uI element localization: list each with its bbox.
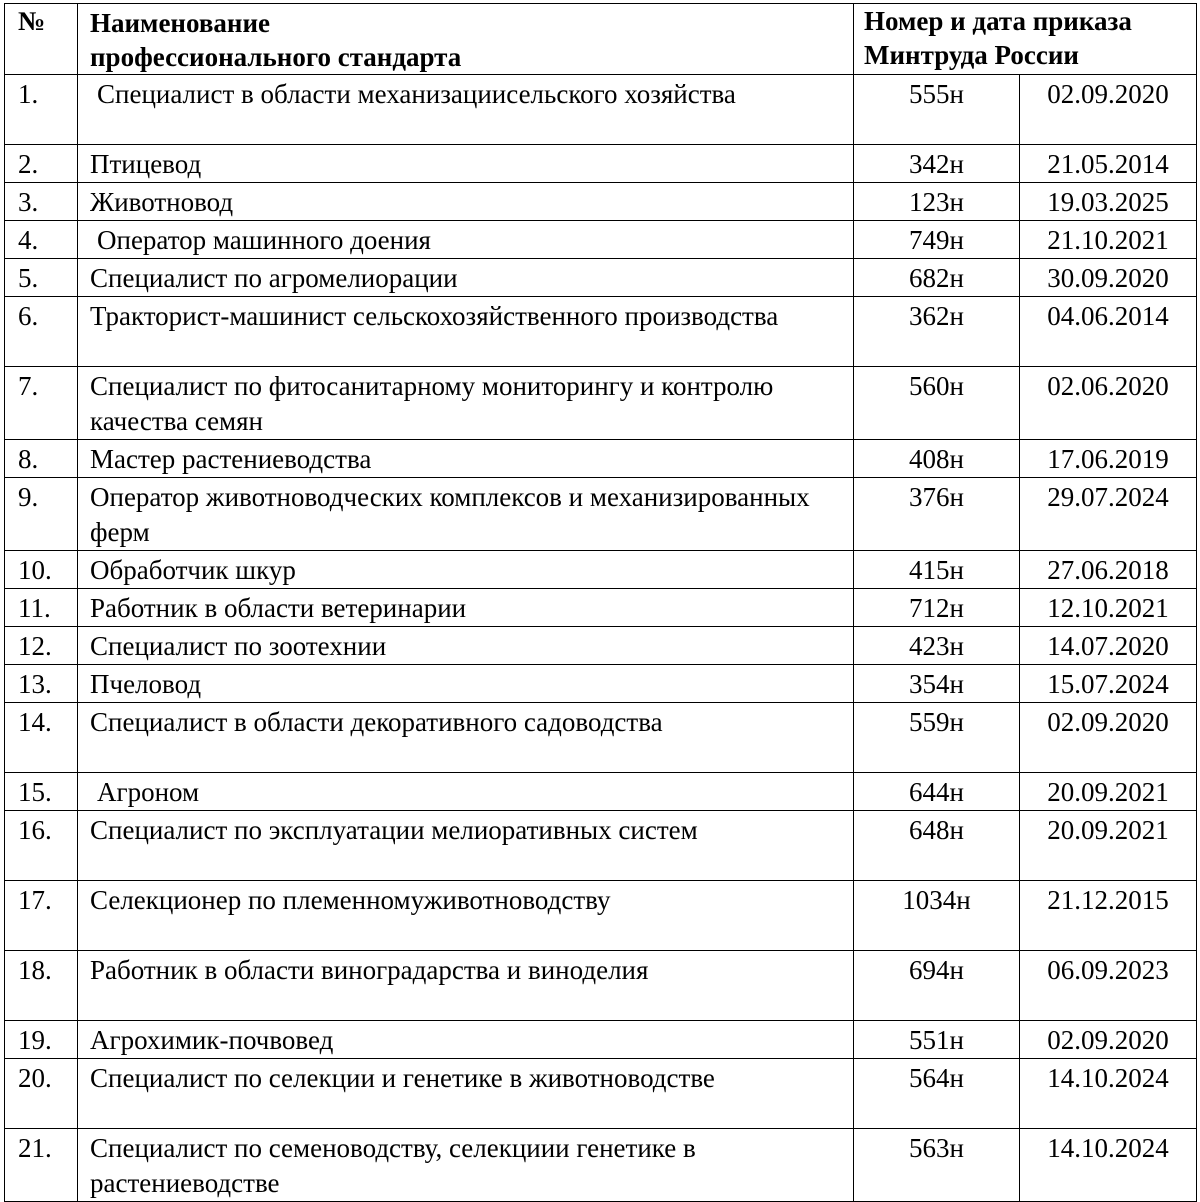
- row-num-text: 4.: [18, 225, 39, 255]
- row-order-number: [854, 183, 1020, 221]
- row-order-number: [854, 1021, 1020, 1059]
- row-num: [5, 811, 78, 881]
- row-order-date: [1020, 1059, 1197, 1129]
- row-name-text: Селекционер по племенномуживотноводству: [90, 885, 611, 915]
- row-order-number: [854, 703, 1020, 773]
- row-order-date-text: 04.06.2014: [1047, 301, 1169, 331]
- row-order-number: [854, 478, 1020, 551]
- row-name-text: Тракторист-машинист сельскохозяйственного производства: [90, 301, 779, 331]
- table-row: [5, 665, 1197, 703]
- row-order-number: [854, 75, 1020, 145]
- row-name: [78, 478, 854, 551]
- row-order-number-text: 415н: [909, 555, 964, 585]
- row-order-number-text: 376н: [909, 482, 964, 512]
- row-order-number-text: 694н: [909, 955, 964, 985]
- row-num: [5, 665, 78, 703]
- table-row: [5, 367, 1197, 440]
- row-name-text: Работник в области виноградарства и виноделия: [90, 955, 649, 985]
- row-num-text: 10.: [18, 555, 52, 585]
- row-order-date-text: 21.12.2015: [1047, 885, 1169, 915]
- row-num: [5, 551, 78, 589]
- table-row: [5, 440, 1197, 478]
- row-order-date-text: 29.07.2024: [1047, 482, 1169, 512]
- row-order-date-text: 14.10.2024: [1047, 1133, 1169, 1163]
- row-num: [5, 627, 78, 665]
- row-num-text: 16.: [18, 815, 52, 845]
- row-name-text: Агрохимик-почвовед: [90, 1025, 334, 1055]
- standards-table: [4, 3, 1197, 1202]
- header-order-line1: Номер и дата приказа: [864, 6, 1132, 36]
- table-row: [5, 1059, 1197, 1129]
- table-row: [5, 1129, 1197, 1202]
- row-order-date: [1020, 551, 1197, 589]
- row-order-date: [1020, 145, 1197, 183]
- row-num-text: 19.: [18, 1025, 52, 1055]
- row-num-text: 20.: [18, 1063, 52, 1093]
- row-name: [78, 145, 854, 183]
- row-num-text: 14.: [18, 707, 52, 737]
- row-order-number-text: 682н: [909, 263, 964, 293]
- row-order-number: [854, 551, 1020, 589]
- row-order-number: [854, 440, 1020, 478]
- table-row: [5, 703, 1197, 773]
- row-num: [5, 145, 78, 183]
- row-order-date-text: 20.09.2021: [1047, 815, 1169, 845]
- header-order-line2: Минтруда России: [864, 40, 1079, 70]
- row-order-number: [854, 221, 1020, 259]
- row-order-date: [1020, 773, 1197, 811]
- row-num: [5, 440, 78, 478]
- row-name-text: Мастер растениеводства: [90, 444, 372, 474]
- row-num-text: 15.: [18, 777, 52, 807]
- row-order-number: [854, 1129, 1020, 1202]
- row-name: [78, 589, 854, 627]
- table-row: [5, 259, 1197, 297]
- row-name-text: Пчеловод: [90, 669, 202, 699]
- row-order-date: [1020, 221, 1197, 259]
- row-order-date-text: 14.07.2020: [1047, 631, 1169, 661]
- row-name: [78, 703, 854, 773]
- row-num: [5, 951, 78, 1021]
- row-name: [78, 297, 854, 367]
- row-order-number: [854, 811, 1020, 881]
- row-order-number-text: 408н: [909, 444, 964, 474]
- row-order-number-text: 644н: [909, 777, 964, 807]
- row-name-text: Животновод: [90, 187, 234, 217]
- row-order-date-text: 20.09.2021: [1047, 777, 1169, 807]
- row-num-text: 5.: [18, 263, 39, 293]
- row-order-date-text: 12.10.2021: [1047, 593, 1169, 623]
- row-order-number: [854, 1059, 1020, 1129]
- row-name-text: Специалист по селекции и генетике в животноводстве: [90, 1063, 715, 1093]
- row-order-number: [854, 367, 1020, 440]
- row-order-date-text: 19.03.2025: [1047, 187, 1169, 217]
- row-name-text: Обработчик шкур: [90, 555, 296, 585]
- row-order-number-text: 560н: [909, 371, 964, 401]
- row-order-number: [854, 773, 1020, 811]
- header-name: [78, 4, 854, 75]
- row-order-date: [1020, 297, 1197, 367]
- row-order-number-text: 362н: [909, 301, 964, 331]
- row-num: [5, 221, 78, 259]
- row-name-text: Специалист по фитосанитарному мониторингу и контролю качества семян: [90, 371, 774, 436]
- row-order-date: [1020, 183, 1197, 221]
- row-name: [78, 881, 854, 951]
- row-name-text: Оператор животноводческих комплексов и механизированных ферм: [90, 482, 810, 547]
- row-name: [78, 367, 854, 440]
- row-order-date: [1020, 75, 1197, 145]
- table-row: [5, 183, 1197, 221]
- row-order-number: [854, 145, 1020, 183]
- row-order-number-text: 559н: [909, 707, 964, 737]
- row-name-text: Специалист по семеноводству, селекциии генетике в растениеводстве: [90, 1133, 696, 1198]
- row-name: [78, 665, 854, 703]
- row-name-text: Работник в области ветеринарии: [90, 593, 467, 623]
- row-name: [78, 811, 854, 881]
- row-num: [5, 703, 78, 773]
- row-num-text: 18.: [18, 955, 52, 985]
- row-order-date-text: 02.09.2020: [1047, 79, 1169, 109]
- row-num: [5, 259, 78, 297]
- row-num-text: 1.: [18, 79, 39, 109]
- row-name: [78, 259, 854, 297]
- header-order: [854, 4, 1197, 75]
- row-num-text: 3.: [18, 187, 39, 217]
- row-order-number-text: 563н: [909, 1133, 964, 1163]
- row-num-text: 8.: [18, 444, 39, 474]
- row-name: [78, 221, 854, 259]
- row-order-date-text: 27.06.2018: [1047, 555, 1169, 585]
- row-order-number-text: 123н: [909, 187, 964, 217]
- row-name: [78, 440, 854, 478]
- row-order-number-text: 342н: [909, 149, 964, 179]
- row-order-number: [854, 665, 1020, 703]
- row-name-text: Птицевод: [90, 149, 202, 179]
- row-order-date-text: 30.09.2020: [1047, 263, 1169, 293]
- row-order-number: [854, 951, 1020, 1021]
- table-row: [5, 145, 1197, 183]
- row-num: [5, 1129, 78, 1202]
- row-order-date: [1020, 367, 1197, 440]
- row-name: [78, 773, 854, 811]
- row-name: [78, 1021, 854, 1059]
- row-order-number-text: 564н: [909, 1063, 964, 1093]
- table-row: [5, 589, 1197, 627]
- row-num: [5, 1021, 78, 1059]
- row-order-date: [1020, 627, 1197, 665]
- row-name: [78, 951, 854, 1021]
- row-order-number-text: 749н: [909, 225, 964, 255]
- row-num-text: 11.: [18, 593, 51, 623]
- row-order-number-text: 648н: [909, 815, 964, 845]
- row-num: [5, 881, 78, 951]
- row-order-date: [1020, 589, 1197, 627]
- row-num: [5, 1059, 78, 1129]
- header-name-line2: профессионального стандарта: [90, 42, 462, 72]
- row-num-text: 17.: [18, 885, 52, 915]
- row-num-text: 21.: [18, 1133, 52, 1163]
- table-row: [5, 881, 1197, 951]
- row-order-number: [854, 589, 1020, 627]
- row-order-number-text: 551н: [909, 1025, 964, 1055]
- row-name-text: Специалист в области механизациисельского хозяйства: [97, 79, 736, 109]
- row-order-date: [1020, 881, 1197, 951]
- row-num-text: 2.: [18, 149, 39, 179]
- row-name: [78, 183, 854, 221]
- table-row: [5, 297, 1197, 367]
- table-row: [5, 221, 1197, 259]
- row-order-date: [1020, 811, 1197, 881]
- row-num: [5, 589, 78, 627]
- row-name: [78, 75, 854, 145]
- row-order-date-text: 06.09.2023: [1047, 955, 1169, 985]
- row-name-text: Специалист по зоотехнии: [90, 631, 387, 661]
- row-order-date-text: 21.10.2021: [1047, 225, 1169, 255]
- row-order-date: [1020, 259, 1197, 297]
- table-row: [5, 1021, 1197, 1059]
- row-order-date: [1020, 478, 1197, 551]
- row-order-number: [854, 627, 1020, 665]
- row-order-date-text: 02.09.2020: [1047, 1025, 1169, 1055]
- row-name: [78, 1129, 854, 1202]
- row-order-number-text: 712н: [909, 593, 964, 623]
- row-num: [5, 773, 78, 811]
- row-order-date: [1020, 951, 1197, 1021]
- row-num-text: 9.: [18, 482, 39, 512]
- row-num: [5, 297, 78, 367]
- row-order-date: [1020, 665, 1197, 703]
- row-order-date-text: 17.06.2019: [1047, 444, 1169, 474]
- row-order-number: [854, 881, 1020, 951]
- row-name-text: Специалист по агромелиорации: [90, 263, 458, 293]
- row-order-date-text: 02.06.2020: [1047, 371, 1169, 401]
- row-order-number-text: 1034н: [902, 885, 971, 915]
- row-num: [5, 478, 78, 551]
- row-order-date-text: 14.10.2024: [1047, 1063, 1169, 1093]
- row-num-text: 13.: [18, 669, 52, 699]
- row-name-text: Специалист в области декоративного садоводства: [90, 707, 663, 737]
- row-order-date-text: 02.09.2020: [1047, 707, 1169, 737]
- row-num-text: 7.: [18, 371, 39, 401]
- table-row: [5, 551, 1197, 589]
- row-order-number-text: 354н: [909, 669, 964, 699]
- row-num: [5, 367, 78, 440]
- header-name-line1: Наименование: [90, 8, 270, 38]
- row-order-date: [1020, 1129, 1197, 1202]
- table-row: [5, 478, 1197, 551]
- row-name: [78, 627, 854, 665]
- row-name-text: Агроном: [97, 777, 200, 807]
- row-order-number-text: 423н: [909, 631, 964, 661]
- row-order-date: [1020, 703, 1197, 773]
- row-name-text: Специалист по эксплуатации мелиоративных систем: [90, 815, 698, 845]
- row-name: [78, 1059, 854, 1129]
- table-row: [5, 75, 1197, 145]
- row-order-number-text: 555н: [909, 79, 964, 109]
- table-row: [5, 773, 1197, 811]
- row-order-date-text: 21.05.2014: [1047, 149, 1169, 179]
- table-row: [5, 627, 1197, 665]
- row-num-text: 6.: [18, 301, 39, 331]
- table-header-row: [5, 4, 1197, 75]
- row-order-date: [1020, 1021, 1197, 1059]
- table-row: [5, 811, 1197, 881]
- row-name: [78, 551, 854, 589]
- row-num: [5, 75, 78, 145]
- table-row: [5, 951, 1197, 1021]
- row-num: [5, 183, 78, 221]
- header-num: №: [5, 4, 78, 75]
- row-name-text: Оператор машинного доения: [97, 225, 431, 255]
- row-num-text: 12.: [18, 631, 52, 661]
- row-order-date: [1020, 440, 1197, 478]
- row-order-date-text: 15.07.2024: [1047, 669, 1169, 699]
- row-order-number: [854, 259, 1020, 297]
- row-order-number: [854, 297, 1020, 367]
